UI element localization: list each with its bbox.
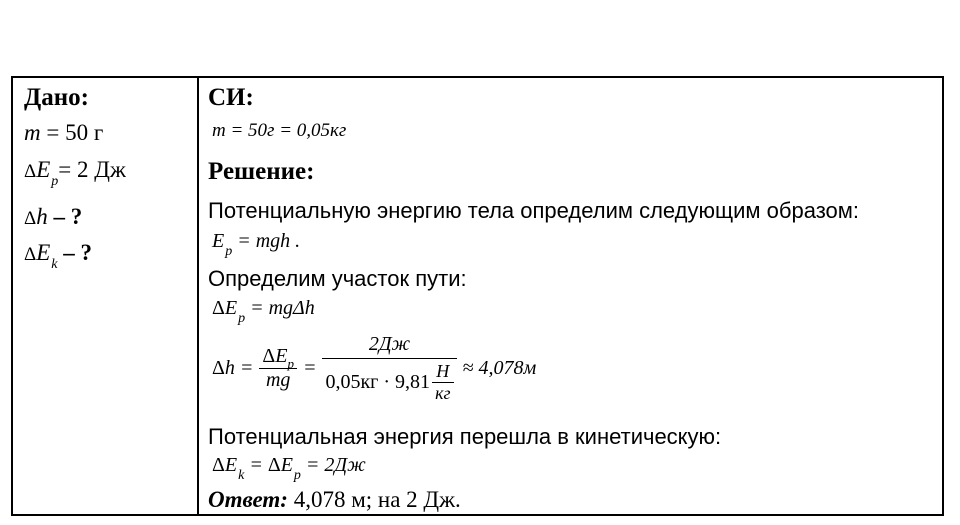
- unknown-height: Δh – ?: [24, 204, 83, 229]
- answer-label: Ответ:: [208, 487, 288, 512]
- si-conversion: m = 50г = 0,05кг: [212, 120, 347, 141]
- given-heading: Дано:: [24, 84, 89, 111]
- unit-kg: кг: [435, 383, 451, 403]
- solution-text-3: Потенциальная энергия перешла в кинетическую:: [208, 424, 722, 449]
- unknown-kinetic-energy: $\Delta E_k$ – ?: [24, 240, 92, 272]
- formula-energy-change: $\Delta E_p = mg\Delta h$: [212, 297, 315, 326]
- formula-potential-energy-rhs: = mgh .: [237, 230, 301, 252]
- si-heading: СИ:: [208, 84, 254, 111]
- answer-text: 4,078 м; на 2 Дж.: [287, 487, 461, 512]
- formula-energy-change-rhs: = mgΔh: [250, 297, 315, 319]
- unit-newton: Н: [432, 361, 453, 383]
- formula-kinetic-energy: $\Delta E_k = \Delta E_p = 2Дж$: [212, 454, 366, 483]
- column-divider: [197, 76, 199, 516]
- formula-kinetic-energy-rhs: = 2Дж: [305, 454, 366, 476]
- answer-line: [208, 487, 461, 513]
- given-mass-value: = 50 г: [46, 120, 104, 145]
- solution-text-1: Потенциальную энергию тела определим следующим образом:: [208, 198, 860, 223]
- solution-table: [11, 76, 944, 516]
- given-potential-energy-value: = 2 Дж: [58, 157, 126, 182]
- fraction-numeric-denominator: 0,05кг · 9,81: [325, 371, 431, 393]
- unknown-kinetic-energy-mark: – ?: [63, 240, 92, 265]
- formula-potential-energy: $E_p$ = mgh .: [212, 230, 301, 259]
- solution-heading: Решение:: [208, 158, 315, 185]
- given-mass: m = 50 г: [24, 120, 104, 145]
- unknown-height-mark: – ?: [53, 204, 83, 229]
- height-calculation: Δh = $\frac{\Delta E_p}{mg}$ = 2Дж 0,05кг · 9,81 $\frac{Н}{кг}$ ≈ 4,078м: [212, 333, 537, 403]
- height-result: ≈ 4,078м: [462, 357, 537, 379]
- solution-text-2: Определим участок пути:: [208, 266, 467, 291]
- fraction-energy-over-mg: $\frac{\Delta E_p}{mg}$: [259, 345, 297, 392]
- given-potential-energy: $\Delta E_p= 2$ Дж: [24, 157, 126, 189]
- fraction-numeric-numerator: 2Дж: [322, 333, 456, 359]
- fraction-numeric: [322, 333, 456, 404]
